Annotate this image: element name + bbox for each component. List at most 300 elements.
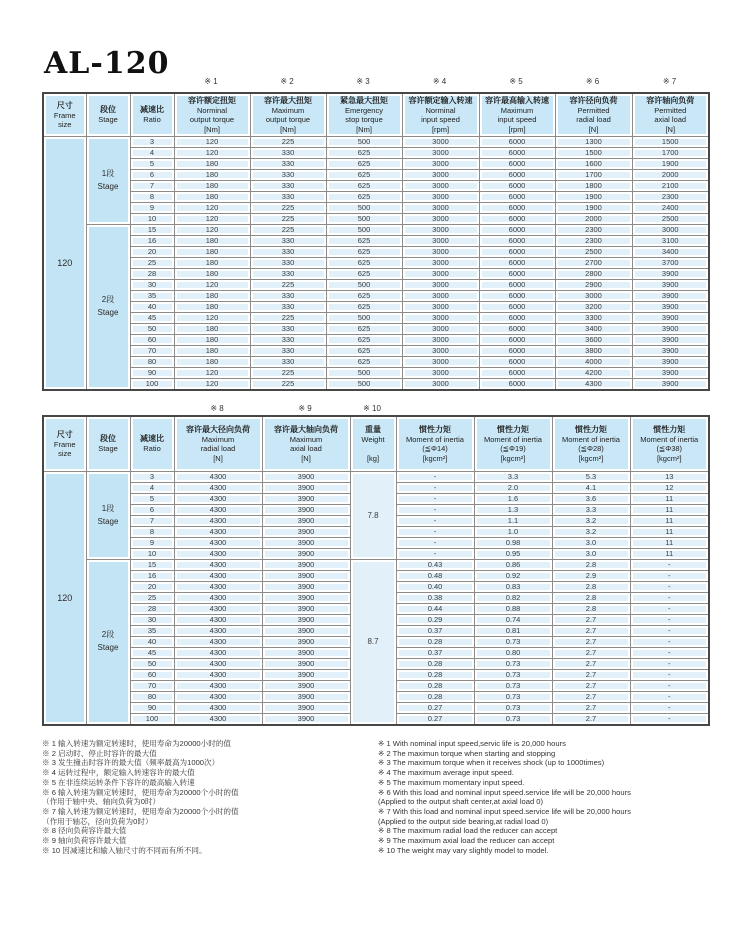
footnote-line-en: ※ 6 With this load and nominal input speed.service life will be 20,000 hours <box>378 787 631 797</box>
ratio-cell: 7 <box>130 516 174 527</box>
footnote-line-en: ※ 9 The maximum axial load the reducer can accept <box>378 836 555 846</box>
data-cell: 0.28 <box>396 670 474 681</box>
ratio-cell: 28 <box>130 604 174 615</box>
data-cell: 625 <box>326 170 402 181</box>
data-cell: 3000 <box>402 170 479 181</box>
data-cell: 2.7 <box>552 648 630 659</box>
ref-mark: ※ 9 <box>298 404 312 413</box>
data-cell: 2900 <box>555 280 632 291</box>
data-cell: 4300 <box>174 505 262 516</box>
ratio-cell: 8 <box>130 192 174 203</box>
stage-cell <box>86 225 130 391</box>
header-line: Ratio <box>143 444 161 454</box>
header-zh: 容许径向负荷 <box>569 95 618 105</box>
footnote-line-zh: ※ 10 因减速比和输入轴尺寸的不同而有所不同。 <box>42 845 207 855</box>
frame-size-cell: 120 <box>43 137 86 391</box>
header-cell <box>174 93 250 137</box>
header-zh: 惯性力矩 <box>419 424 451 434</box>
ratio-cell: 28 <box>130 269 174 280</box>
table-row <box>43 258 709 269</box>
data-cell: 3900 <box>632 346 709 357</box>
data-cell: 4300 <box>555 379 632 391</box>
data-cell: 500 <box>326 280 402 291</box>
table-row <box>43 346 709 357</box>
frame-size-cell: 120 <box>43 472 86 726</box>
header-line: (≦Φ28) <box>578 444 604 454</box>
data-cell: 330 <box>250 236 326 247</box>
data-cell: 6000 <box>479 170 555 181</box>
data-cell: 6000 <box>479 280 555 291</box>
data-cell: - <box>396 494 474 505</box>
ref-mark-spacer <box>85 404 129 413</box>
data-cell: 1.1 <box>474 516 552 527</box>
data-cell: 2.7 <box>552 626 630 637</box>
header-line <box>351 444 396 453</box>
data-cell: 330 <box>250 192 326 203</box>
footnote-line-en: ※ 7 With this load and nominal input speed.service life will be 20,000 hours <box>378 807 631 817</box>
data-cell: 3900 <box>262 593 350 604</box>
data-cell: 6000 <box>479 357 555 368</box>
footnote-line-zh: ※ 3 发生撞击时容许的最大值（频率最高为1000次） <box>42 758 220 768</box>
data-cell: 2.0 <box>474 483 552 494</box>
footnote-line-en: ※ 2 The maximun torque when starting and stopping <box>378 748 556 758</box>
data-cell: 3900 <box>262 505 350 516</box>
header-band <box>42 40 708 92</box>
ref-mark-spacer <box>395 404 473 413</box>
data-cell: 0.44 <box>396 604 474 615</box>
header-line: [Nm] <box>356 124 372 134</box>
data-cell: 330 <box>250 269 326 280</box>
header-line: (≦Φ19) <box>500 444 526 454</box>
data-cell: 4300 <box>174 472 262 483</box>
footnote-line-zh: ※ 6 输入转速为额定转速时，使用寿命为20000个小时的值 <box>42 787 239 797</box>
table-row <box>43 357 709 368</box>
data-cell: 3000 <box>402 280 479 291</box>
table-row <box>43 560 709 571</box>
header-line: axial load <box>290 444 322 454</box>
data-cell: 225 <box>250 379 326 391</box>
ref-mark: ※ 5 <box>509 77 523 86</box>
data-cell: 3900 <box>632 269 709 280</box>
data-cell: 3900 <box>262 538 350 549</box>
stage-cell <box>86 560 130 726</box>
footnote-line-en: ※ 1 With nominal input speed,servic life is 20,000 hours <box>378 739 566 748</box>
footnote-line-zh: ※ 2 启动时、停止时容许的最大值 <box>42 748 157 758</box>
data-cell: 6000 <box>479 335 555 346</box>
ratio-cell: 10 <box>130 214 174 225</box>
data-cell: 1800 <box>555 181 632 192</box>
table-row <box>43 247 709 258</box>
footnote-line-en: ※ 4 The maximum average input speed. <box>378 768 514 778</box>
data-cell: 180 <box>174 258 250 269</box>
data-cell: 180 <box>174 291 250 302</box>
table-row <box>43 192 709 203</box>
data-cell: 180 <box>174 247 250 258</box>
data-cell: 3900 <box>262 472 350 483</box>
header-cell <box>326 93 402 137</box>
data-cell: 2.7 <box>552 692 630 703</box>
ratio-cell: 4 <box>130 148 174 159</box>
ratio-cell: 16 <box>130 571 174 582</box>
data-cell: 0.40 <box>396 582 474 593</box>
header-line: axial load <box>654 115 687 125</box>
data-cell: 1900 <box>555 192 632 203</box>
data-cell: 120 <box>174 148 250 159</box>
data-cell: 3.0 <box>552 538 630 549</box>
data-cell: 2500 <box>632 214 709 225</box>
data-cell: 3700 <box>632 258 709 269</box>
data-cell: 6000 <box>479 269 555 280</box>
ratio-cell: 80 <box>130 692 174 703</box>
header-zh: 紧急最大扭矩 <box>340 95 388 105</box>
header-line: Maximum <box>289 434 323 444</box>
data-cell: - <box>630 582 709 593</box>
data-cell: 3000 <box>402 313 479 324</box>
data-cell: - <box>396 505 474 516</box>
header-cell <box>555 93 632 137</box>
header-cell <box>43 93 86 137</box>
data-cell: 2000 <box>632 170 709 181</box>
data-cell: 330 <box>250 346 326 357</box>
data-cell: 3800 <box>555 346 632 357</box>
data-cell: 13 <box>630 472 709 483</box>
data-cell: 0.73 <box>474 637 552 648</box>
data-cell: 4300 <box>174 659 262 670</box>
data-cell: 3100 <box>632 236 709 247</box>
data-cell: 1700 <box>632 148 709 159</box>
weight-cell: 8.7 <box>350 560 396 726</box>
data-cell: 330 <box>250 247 326 258</box>
data-cell: 4300 <box>174 648 262 659</box>
data-cell: 2300 <box>555 225 632 236</box>
data-cell: 0.95 <box>474 549 552 560</box>
data-cell: 6000 <box>479 148 555 159</box>
header-line: [rpm] <box>508 124 526 134</box>
data-cell: 3900 <box>262 714 350 726</box>
data-cell: 0.29 <box>396 615 474 626</box>
header-line: Maximum <box>271 105 305 115</box>
data-cell: 3000 <box>402 335 479 346</box>
data-cell: 625 <box>326 269 402 280</box>
header-zh: 重量 <box>365 424 381 434</box>
data-cell: 225 <box>250 280 326 291</box>
data-cell: 3600 <box>555 335 632 346</box>
header-line: Emergency <box>345 105 383 115</box>
data-cell: 0.43 <box>396 560 474 571</box>
table-row <box>43 159 709 170</box>
header-line: [kgcm²] <box>500 453 526 463</box>
ratio-cell: 70 <box>130 346 174 357</box>
stage-label-zh: 2段 <box>101 295 115 305</box>
data-cell: 500 <box>326 214 402 225</box>
data-cell: 1.0 <box>474 527 552 538</box>
data-cell: 3000 <box>402 181 479 192</box>
data-cell: 3000 <box>402 148 479 159</box>
data-cell: 3000 <box>402 291 479 302</box>
data-cell: 6000 <box>479 291 555 302</box>
data-cell: 6000 <box>479 203 555 214</box>
data-cell: 3000 <box>632 225 709 236</box>
table-row <box>43 269 709 280</box>
load-weight-inertia-table <box>42 415 710 726</box>
footnote-line-zh: （作用于轴中央、轴向负荷为0时） <box>42 797 161 807</box>
data-cell: - <box>630 626 709 637</box>
ratio-cell: 90 <box>130 703 174 714</box>
header-cell <box>402 93 479 137</box>
ratio-cell: 50 <box>130 324 174 335</box>
data-cell: 0.28 <box>396 692 474 703</box>
header-zh: 惯性力矩 <box>653 424 686 434</box>
data-cell: 3000 <box>402 192 479 203</box>
data-cell: - <box>630 703 709 714</box>
stage-label-en: Stage <box>97 308 119 317</box>
header-line: radial load <box>200 444 236 454</box>
data-cell: - <box>630 648 709 659</box>
ratio-cell: 9 <box>130 538 174 549</box>
data-cell: 0.73 <box>474 703 552 714</box>
table-row <box>43 368 709 379</box>
ratio-cell: 25 <box>130 258 174 269</box>
data-cell: 3000 <box>402 225 479 236</box>
data-cell: 3000 <box>555 291 632 302</box>
ref-mark-spacer <box>85 77 129 86</box>
spec-sheet <box>42 40 708 856</box>
data-cell: 500 <box>326 379 402 391</box>
data-cell: 1500 <box>632 137 709 148</box>
table-row <box>43 236 709 247</box>
header-cell <box>630 416 709 472</box>
data-cell: - <box>396 549 474 560</box>
data-cell: 3900 <box>262 582 350 593</box>
data-cell: 2.7 <box>552 637 630 648</box>
data-cell: 500 <box>326 203 402 214</box>
data-cell: 2000 <box>555 214 632 225</box>
data-cell: 120 <box>174 368 250 379</box>
header-cell <box>474 416 552 472</box>
header-line: Ratio <box>143 115 161 125</box>
data-cell: 3900 <box>632 368 709 379</box>
header-line: Moment of inertia <box>406 434 464 444</box>
data-cell: 2.7 <box>552 670 630 681</box>
header-cell <box>396 416 474 472</box>
model-title: AL-120 <box>44 46 170 81</box>
data-cell: 6000 <box>479 192 555 203</box>
data-cell: 3900 <box>262 648 350 659</box>
data-cell: 0.28 <box>396 659 474 670</box>
data-cell: 3900 <box>262 626 350 637</box>
ref-mark: ※ 2 <box>280 77 294 86</box>
header-line: Moment of inertia <box>484 434 542 444</box>
header-line: [kgcm²] <box>578 453 604 463</box>
data-cell: 2700 <box>555 258 632 269</box>
weight-cell: 7.8 <box>350 472 396 560</box>
footnote-line-en: (Applied to the output shaft center,at axial load 0) <box>378 797 544 807</box>
table-row <box>43 379 709 391</box>
table-row <box>43 335 709 346</box>
data-cell: 180 <box>174 357 250 368</box>
data-cell: 0.28 <box>396 681 474 692</box>
header-line: Weight <box>361 434 385 444</box>
stage-label-zh: 1段 <box>101 503 115 513</box>
data-cell: 3000 <box>402 203 479 214</box>
data-cell: 120 <box>174 379 250 391</box>
data-cell: 2.8 <box>552 593 630 604</box>
footnotes-chinese <box>42 739 378 856</box>
footnote-line-en: ※ 10 The weight may vary slightly model to model. <box>378 845 549 855</box>
data-cell: 625 <box>326 291 402 302</box>
data-cell: 3000 <box>402 214 479 225</box>
header-line: Norminal <box>196 105 227 115</box>
ref-mark-spacer <box>551 404 629 413</box>
data-cell: 3900 <box>262 549 350 560</box>
ratio-cell: 8 <box>130 527 174 538</box>
data-cell: 4300 <box>174 681 262 692</box>
footnote-line-en: (Applied to the output side bearing,at radial load 0) <box>378 816 549 826</box>
data-cell: 330 <box>250 357 326 368</box>
header-zh: 惯性力矩 <box>575 424 607 434</box>
header-zh: 容许最大扭矩 <box>264 95 312 105</box>
stage-label-zh: 2段 <box>101 630 115 640</box>
table-row <box>43 148 709 159</box>
ratio-cell: 70 <box>130 681 174 692</box>
data-cell: 1.3 <box>474 505 552 516</box>
data-cell: 1700 <box>555 170 632 181</box>
data-cell: 3900 <box>262 560 350 571</box>
data-cell: 4300 <box>174 494 262 505</box>
footnote-line-zh: ※ 8 径向负荷容许最大值 <box>42 826 127 836</box>
header-line: Maximum <box>201 434 235 444</box>
ratio-cell: 45 <box>130 648 174 659</box>
data-cell: 11 <box>630 494 709 505</box>
table-row <box>43 181 709 192</box>
data-cell: 6000 <box>479 313 555 324</box>
data-cell: 2.9 <box>552 571 630 582</box>
data-cell: 4300 <box>174 714 262 726</box>
data-cell: 180 <box>174 335 250 346</box>
header-zh: 容许额定扭矩 <box>188 95 236 105</box>
stage-label-en: Stage <box>97 181 119 191</box>
data-cell: 1.6 <box>474 494 552 505</box>
header-line: output torque <box>189 115 235 125</box>
ratio-cell: 4 <box>130 483 174 494</box>
data-cell: 2.7 <box>552 703 630 714</box>
data-cell: 225 <box>250 203 326 214</box>
ratio-cell: 20 <box>130 247 174 258</box>
data-cell: 625 <box>326 335 402 346</box>
data-cell: 3900 <box>262 527 350 538</box>
header-line: Permitted <box>654 105 687 115</box>
data-cell: 3.2 <box>552 527 630 538</box>
ratio-cell: 25 <box>130 593 174 604</box>
data-cell: - <box>630 560 709 571</box>
stage-label-zh: 1段 <box>101 168 115 178</box>
data-cell: 500 <box>326 368 402 379</box>
data-cell: 11 <box>630 527 709 538</box>
ratio-cell: 60 <box>130 670 174 681</box>
data-cell: 4300 <box>174 626 262 637</box>
ratio-cell: 100 <box>130 714 174 726</box>
ref-mark: ※ 4 <box>432 77 447 86</box>
data-cell: 625 <box>326 247 402 258</box>
ref-mark-spacer <box>473 404 551 413</box>
data-cell: 3900 <box>262 637 350 648</box>
data-cell: - <box>630 659 709 670</box>
data-cell: - <box>630 593 709 604</box>
data-cell: 3400 <box>555 324 632 335</box>
data-cell: 500 <box>326 225 402 236</box>
data-cell: 3900 <box>632 313 709 324</box>
data-cell: 2800 <box>555 269 632 280</box>
data-cell: 2100 <box>632 181 709 192</box>
ratio-cell: 30 <box>130 280 174 291</box>
data-cell: 3900 <box>262 571 350 582</box>
data-cell: 0.80 <box>474 648 552 659</box>
table-row <box>43 324 709 335</box>
header-zh: 惯性力矩 <box>497 424 529 434</box>
data-cell: 180 <box>174 302 250 313</box>
table-row <box>43 291 709 302</box>
data-cell: 0.92 <box>474 571 552 582</box>
data-cell: 120 <box>174 214 250 225</box>
ratio-cell: 5 <box>130 159 174 170</box>
data-cell: 6000 <box>479 324 555 335</box>
table-row <box>43 225 709 236</box>
data-cell: 180 <box>174 269 250 280</box>
ref-mark-spacer <box>629 404 708 413</box>
data-cell: 330 <box>250 291 326 302</box>
header-zh: 尺寸 <box>56 429 73 439</box>
data-cell: 0.74 <box>474 615 552 626</box>
data-cell: 180 <box>174 324 250 335</box>
footnotes <box>42 739 708 856</box>
data-cell: 4300 <box>174 637 262 648</box>
ref-mark: ※ 7 <box>662 77 677 86</box>
ratio-cell: 45 <box>130 313 174 324</box>
data-cell: 0.28 <box>396 637 474 648</box>
data-cell: 3900 <box>262 494 350 505</box>
table2-ref-marks <box>42 404 708 413</box>
data-cell: 3900 <box>262 516 350 527</box>
header-cell <box>130 93 174 137</box>
ratio-cell: 80 <box>130 357 174 368</box>
header-line: Stage <box>98 115 118 125</box>
data-cell: 0.73 <box>474 714 552 726</box>
data-cell: 225 <box>250 214 326 225</box>
data-cell: 1300 <box>555 137 632 148</box>
header-line: Frame <box>53 439 76 449</box>
data-cell: - <box>630 637 709 648</box>
data-cell: 4.1 <box>552 483 630 494</box>
data-cell: 3900 <box>632 324 709 335</box>
header-line: input speed <box>421 115 460 125</box>
data-cell: 4300 <box>174 604 262 615</box>
header-line: [Nm] <box>280 124 296 134</box>
data-cell: - <box>396 472 474 483</box>
data-cell: 2.7 <box>552 681 630 692</box>
data-cell: 0.38 <box>396 593 474 604</box>
data-cell: 120 <box>174 225 250 236</box>
data-cell: 330 <box>250 148 326 159</box>
ref-mark-spacer <box>42 404 85 413</box>
data-cell: 6000 <box>479 181 555 192</box>
data-cell: 330 <box>250 258 326 269</box>
header-line: size <box>58 449 72 458</box>
data-cell: - <box>630 681 709 692</box>
data-cell: 2300 <box>555 236 632 247</box>
header-zh: 减速比 <box>140 105 164 115</box>
data-cell: 120 <box>174 313 250 324</box>
header-row <box>43 416 709 472</box>
